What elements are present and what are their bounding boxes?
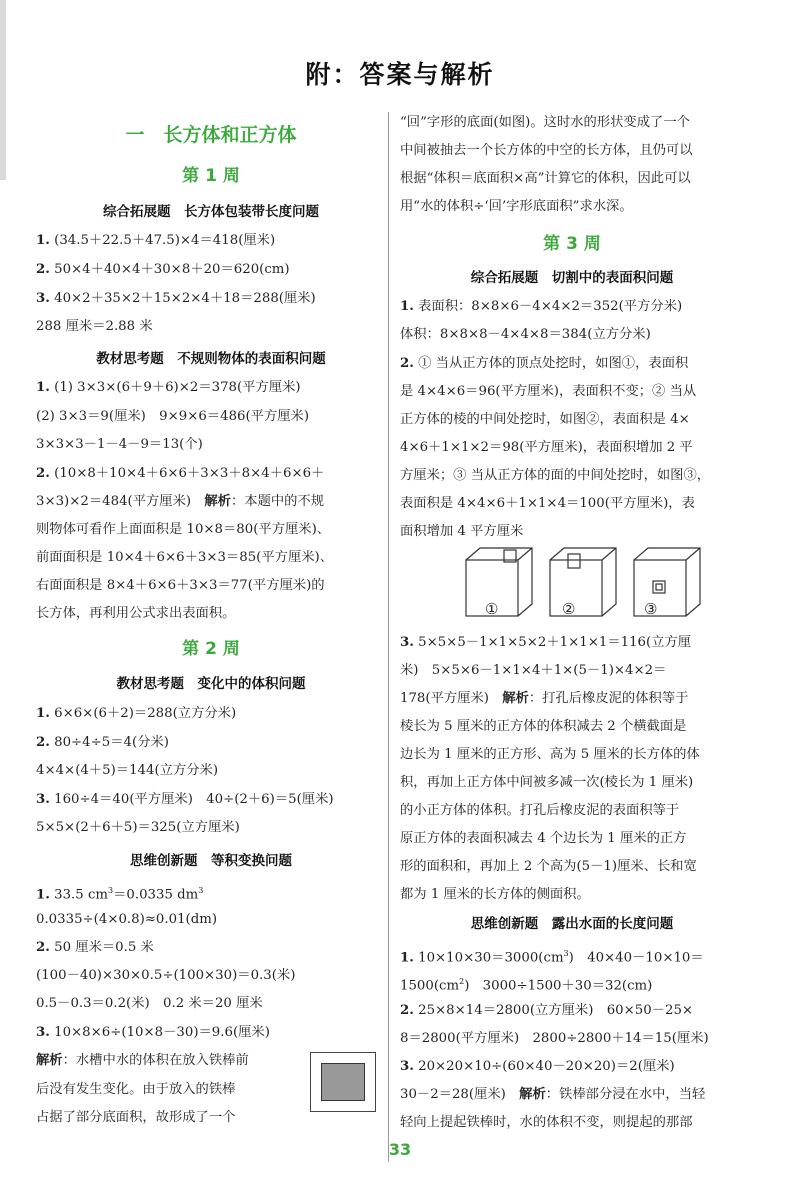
answer-line: 178(平方厘米) 解析：打孔后橡皮泥的体积等于 [400,691,689,706]
answer-line: 5×5×(2＋6＋5)＝325(立方厘米) [36,820,240,835]
answer-line: 3. 5×5×5－1×1×5×2＋1×1×1＝116(立方厘 [400,635,692,650]
answer-line: 1. 表面积：8×8×6－4×4×2＝352(平方分米) [400,299,683,314]
week-3-heading: 第 3 周 [543,234,601,254]
answer-line: 形的面积和，再加上 2 个高为(5－1)厘米、长和宽 [400,859,697,874]
answer-line: 288 厘米＝2.88 米 [36,319,153,334]
answer-line: 2. 50×4＋40×4＋30×8＋20＝620(cm) [36,262,290,277]
column-divider [388,112,389,1162]
answer-line: 0.5－0.3＝0.2(米) 0.2 米＝20 厘米 [36,996,263,1011]
answer-line: 1. (1) 3×3×(6＋9＋6)×2＝378(平方厘米) [36,380,301,395]
section-heading: 思维创新题 露出水面的长度问题 [470,916,674,932]
answer-line: 体积：8×8×8－4×4×8＝384(立方分米) [400,327,651,342]
answer-line: 后没有发生变化。由于放入的铁棒 [36,1082,236,1097]
section-heading: 综合拓展题 长方体包装带长度问题 [103,204,319,220]
answer-line: 2. (10×8＋10×4＋6×6＋3×3＋8×4＋6×6＋ [36,466,325,481]
answer-line: 用“水的体积÷‘回’字形底面积”求水深。 [400,199,633,214]
answer-line: 1. (34.5＋22.5＋47.5)×4＝418(厘米) [36,233,276,248]
hui-shape-inner [321,1063,365,1101]
answer-line: 是 4×4×6＝96(平方厘米)，表面积不变；② 当从 [400,384,697,399]
cube-label-3: ③ [644,600,658,618]
answer-line: 3. 10×8×6÷(10×8－30)＝9.6(厘米) [36,1025,270,1040]
cube-figures [464,546,704,620]
answer-line: 都为 1 厘米的长方体的侧面积。 [400,887,590,902]
answer-line: 1. 33.5 $cm^3=0.0335$ $dm^3$ [36,886,204,903]
cube-figure-1 [466,548,532,616]
answer-line: (100－40)×30×0.5÷(100×30)＝0.3(米) [36,968,296,983]
section-heading: 思维创新题 等积变换问题 [130,853,292,869]
cube-label-1: ① [485,600,499,618]
answer-line: 30－2＝28(厘米) 解析：铁棒部分浸在水中，当轻 [400,1087,706,1102]
answer-line: (2) 3×3＝9(厘米) 9×9×6＝486(平方厘米) [36,409,310,424]
answer-line: 的小正方体的体积。打孔后橡皮泥的表面积等于 [400,803,680,818]
answer-line: 则物体可看作上面面积是 10×8＝80(平方厘米)、 [36,522,331,537]
answer-line: 8＝2800(平方厘米) 2800÷2800＋14＝15(厘米) [400,1031,709,1046]
answer-line: 面积增加 4 平方厘米 [400,524,524,539]
cube-label-2: ② [562,600,576,618]
section-heading: 综合拓展题 切割中的表面积问题 [470,270,674,286]
week-1-heading: 第 1 周 [182,166,240,186]
unit-title: 一 长方体和正方体 [125,124,297,146]
section-heading: 教材思考题 变化中的体积问题 [116,676,306,692]
answer-line: 3. 160÷4＝40(平方厘米) 40÷(2＋6)＝5(厘米) [36,792,334,807]
answer-line: 3×3)×2＝484(平方厘米) 解析：本题中的不规 [36,494,325,509]
answer-line: 积，再加上正方体中间被多减一次(棱长为 1 厘米) [400,775,694,790]
answer-line: 3. 40×2＋35×2＋15×2×4＋18＝288(厘米) [36,291,316,306]
answer-line: 解析：水槽中水的体积在放入铁棒前 [36,1053,249,1068]
section-heading: 教材思考题 不规则物体的表面积问题 [96,351,326,367]
answer-line: 原正方体的表面积减去 4 个边长为 1 厘米的正方 [400,831,687,846]
answer-line: 表面积是 4×4×6＋1×1×4＝100(平方厘米)，表 [400,496,695,511]
cube-figure-2 [550,548,616,616]
answer-line: 右面面积是 8×4＋6×6＋3×3＝77(平方厘米)的 [36,578,325,593]
answer-line: 4×6＋1×1×2＝98(平方厘米)，表面积增加 2 平 [400,440,693,455]
answer-line: 4×4×(4＋5)＝144(立方分米) [36,763,219,778]
answer-line: $1500(cm^2)$ 3000÷1500＋30＝32(cm) [400,977,653,994]
answer-line: 米) 5×5×6－1×1×4＋1×(5－1)×4×2＝ [400,663,667,678]
hui-shape-figure [310,1052,376,1112]
answer-line: “回”字形的底面(如图)。这时水的形状变成了一个 [400,115,690,130]
answer-line: 边长为 1 厘米的正方形、高为 5 厘米的长方体的体 [400,747,700,762]
answer-line: 长方体，再利用公式求出表面积。 [36,606,236,621]
answer-line: 3. 20×20×10÷(60×40－20×20)＝2(厘米) [400,1059,675,1074]
page-title: 附：答案与解析 [305,60,495,89]
answer-line: 棱长为 5 厘米的正方体的体积减去 2 个横截面是 [400,719,687,734]
answer-line: 1. 6×6×(6＋2)＝288(立方分米) [36,706,237,721]
answer-line: 1. $10\times 10\times 30=3000(cm^3)$ 40×40－10×10＝ [400,949,704,966]
answer-line: 3×3×3－1－4－9＝13(个) [36,437,203,452]
answer-line: 轻向上提起铁棒时，水的体积不变，则提起的那部 [400,1115,693,1130]
answer-line: 中间被抽去一个长方体的中空的长方体，且仍可以 [400,143,693,158]
answer-line: 2. 80÷4÷5＝4(分米) [36,735,169,750]
answer-line: 2. 25×8×14＝2800(立方厘米) 60×50－25× [400,1003,694,1018]
answer-line: 2. ① 当从正方体的顶点处挖时，如图①，表面积 [400,356,689,371]
answer-line: 2. 50 厘米＝0.5 米 [36,940,154,955]
answer-line: 方厘米；③ 当从正方体的面的中间处挖时，如图③， [400,468,711,483]
answer-line: 前面面积是 10×4＋6×6＋3×3＝85(平方厘米)、 [36,550,334,565]
answer-line: 根据“体积＝底面积×高”计算它的体积，因此可以 [400,171,691,186]
answer-line: 正方体的棱的中间处挖时，如图②，表面积是 4× [400,412,690,427]
week-2-heading: 第 2 周 [182,639,240,659]
page-number: 33 [388,1140,412,1159]
answer-line: 0.0335÷(4×0.8)≈0.01(dm) [36,912,218,927]
answer-line: 占据了部分底面积，故形成了一个 [36,1110,236,1125]
